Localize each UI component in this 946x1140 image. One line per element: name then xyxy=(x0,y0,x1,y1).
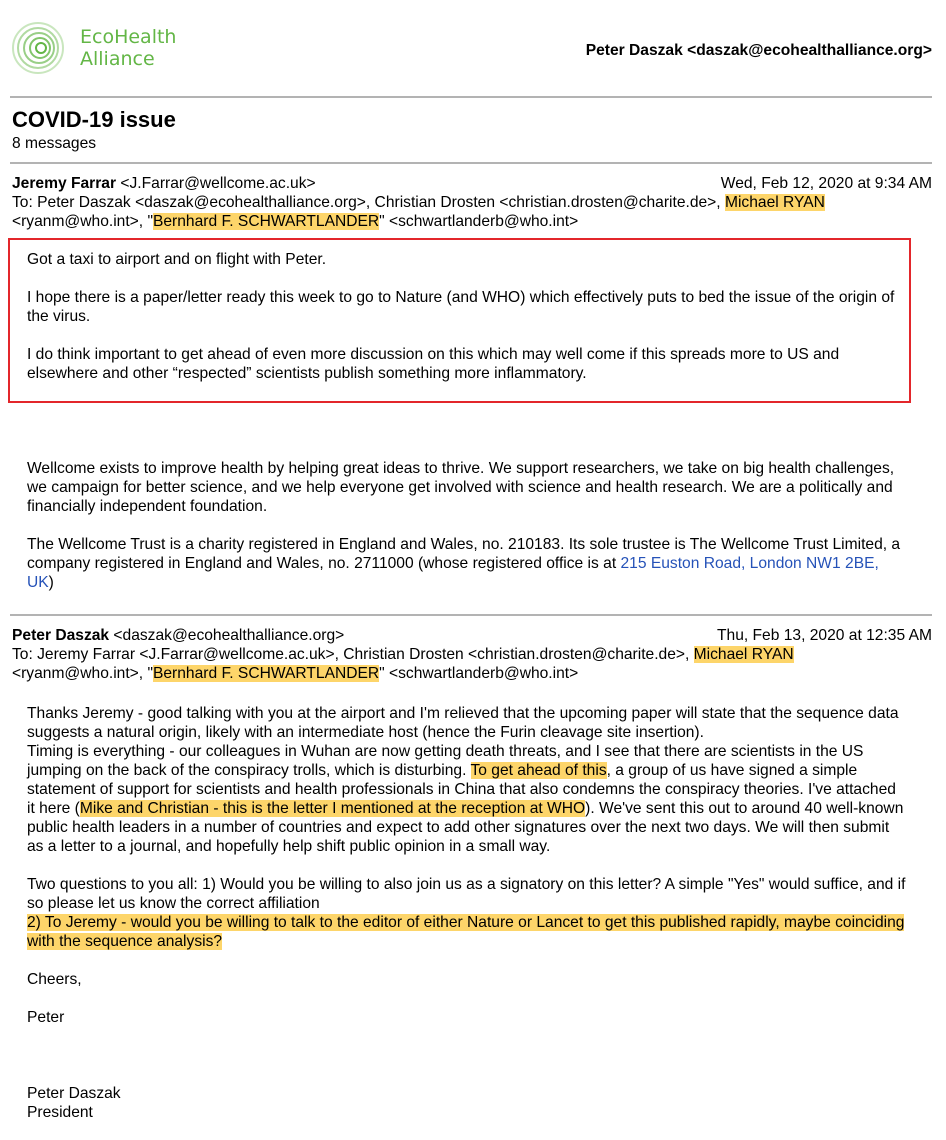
divider xyxy=(10,162,932,164)
highlighted-text: 2) To Jeremy - would you be willing to talk to the editor of either Nature or Lancet to get this published rapidly, maybe coinciding with the sequence analysis? xyxy=(27,914,905,950)
footer-paragraph: Wellcome exists to improve health by helping great ideas to thrive. We support researchers, we take on big health challenges, we campaign for better science, and we help everyone get involved with science and health research. We are a politically and financially independent foundation. xyxy=(27,460,895,515)
body-paragraph: I do think important to get ahead of even more discussion on this which may well come if this spreads more to US and elsewhere and other “respected” scientists publish something more inflammatory. xyxy=(27,346,840,382)
recipients-text: <ryanm@who.int>, " xyxy=(12,665,153,682)
footer-text: The Wellcome Trust is a charity registered in England and Wales, no. 210183. Its sole trustee is The Wellcome Trust Limited, a company registered in England and Wales, no. 2711000 (whose registered office is at xyxy=(27,536,901,572)
body-paragraph: Two questions to you all: 1) Would you be willing to also join us as a signatory on this letter? A simple "Yes" would suffice, and if so please let us know the correct affiliation xyxy=(27,876,906,912)
body-paragraph: Got a taxi to airport and on flight with Peter. xyxy=(27,251,327,268)
signature-title: President xyxy=(27,1104,93,1121)
highlighted-recipient: Bernhard F. SCHWARTLANDER xyxy=(152,665,380,682)
to-line-cont xyxy=(12,212,932,231)
to-line xyxy=(12,193,932,212)
body-paragraph: Thanks Jeremy - good talking with you at the airport and I'm relieved that the upcoming paper will state that the sequence data suggests a natural origin, likely with an intermediate host (hence the Furin cleavage site insertion). xyxy=(27,705,899,741)
message-date: Wed, Feb 12, 2020 at 9:34 AM xyxy=(720,175,932,192)
body-text: , a group of us have signed a simple statement of support for scientists and health professionals in China that also condemns the conspiracy theories. I've attached it here ( xyxy=(27,762,896,817)
message-body xyxy=(27,704,906,1122)
recipients-text: " <schwartlanderb@who.int> xyxy=(379,665,579,682)
sender-name[interactable]: Peter Daszak xyxy=(12,627,110,644)
recipients-text: <ryanm@who.int>, " xyxy=(12,213,153,230)
sender-name[interactable]: Jeremy Farrar xyxy=(12,175,117,192)
body-paragraph xyxy=(27,742,906,856)
sender-email: <J.Farrar@wellcome.ac.uk> xyxy=(116,175,316,192)
message-count: 8 messages xyxy=(12,135,97,152)
divider xyxy=(10,614,932,616)
recipients-text: To: Peter Daszak <daszak@ecohealthalliance.org>, Christian Drosten <christian.drosten@charite.de>, xyxy=(12,194,725,211)
signoff: Peter xyxy=(27,1009,65,1026)
message-body xyxy=(27,250,906,383)
to-line xyxy=(12,645,932,664)
message-header xyxy=(12,626,932,683)
highlighted-text: To get ahead of this xyxy=(470,762,607,779)
body-paragraph: I hope there is a paper/letter ready this week to go to Nature (and WHO) which effectively puts to bed the issue of the origin of the virus. xyxy=(27,289,895,325)
email-footer xyxy=(27,459,906,592)
message-header xyxy=(12,174,932,231)
highlighted-text: Mike and Christian - this is the letter I mentioned at the reception at WHO xyxy=(79,800,586,817)
body-text: Timing is everything - our colleagues in Wuhan are now getting death threats, and I see that there are scientists in the US jumping on the back of the conspiracy trolls, which is disturbing. xyxy=(27,743,864,779)
recipients-text: " <schwartlanderb@who.int> xyxy=(379,213,579,230)
spiral-logo-icon xyxy=(8,20,70,76)
highlighted-recipient: Bernhard F. SCHWARTLANDER xyxy=(152,213,380,230)
address-link[interactable]: 215 Euston Road, London NW1 2BE, UK xyxy=(27,555,879,591)
message-date: Thu, Feb 13, 2020 at 12:35 AM xyxy=(717,627,932,644)
highlighted-recipient: Michael RYAN xyxy=(724,194,825,211)
to-line-cont xyxy=(12,664,932,683)
logo-line-2: Alliance xyxy=(80,48,155,70)
sender-email: <daszak@ecohealthalliance.org> xyxy=(109,627,345,644)
logo-line-1: EcoHealth xyxy=(80,26,177,48)
body-text: ). We've sent this out to around 40 well-known public health leaders in a number of countries and expect to add other signatures over the next two days. We will then submit as a letter to a journal, and hopefully help shift public opinion in a small way. xyxy=(27,800,904,855)
thread-subject: COVID-19 issue xyxy=(12,107,176,132)
footer-text: ) xyxy=(48,574,54,591)
logo-wordmark xyxy=(80,26,176,70)
divider xyxy=(10,96,932,98)
account-address: Peter Daszak <daszak@ecohealthalliance.org> xyxy=(585,42,932,59)
closing: Cheers, xyxy=(27,971,82,988)
body-paragraph xyxy=(27,913,906,951)
footer-paragraph xyxy=(27,535,906,592)
ecohealth-logo xyxy=(8,24,183,76)
highlighted-recipient: Michael RYAN xyxy=(693,646,794,663)
recipients-text: To: Jeremy Farrar <J.Farrar@wellcome.ac.uk>, Christian Drosten <christian.drosten@charite.de>, xyxy=(12,646,694,663)
signature-name: Peter Daszak xyxy=(27,1085,121,1102)
